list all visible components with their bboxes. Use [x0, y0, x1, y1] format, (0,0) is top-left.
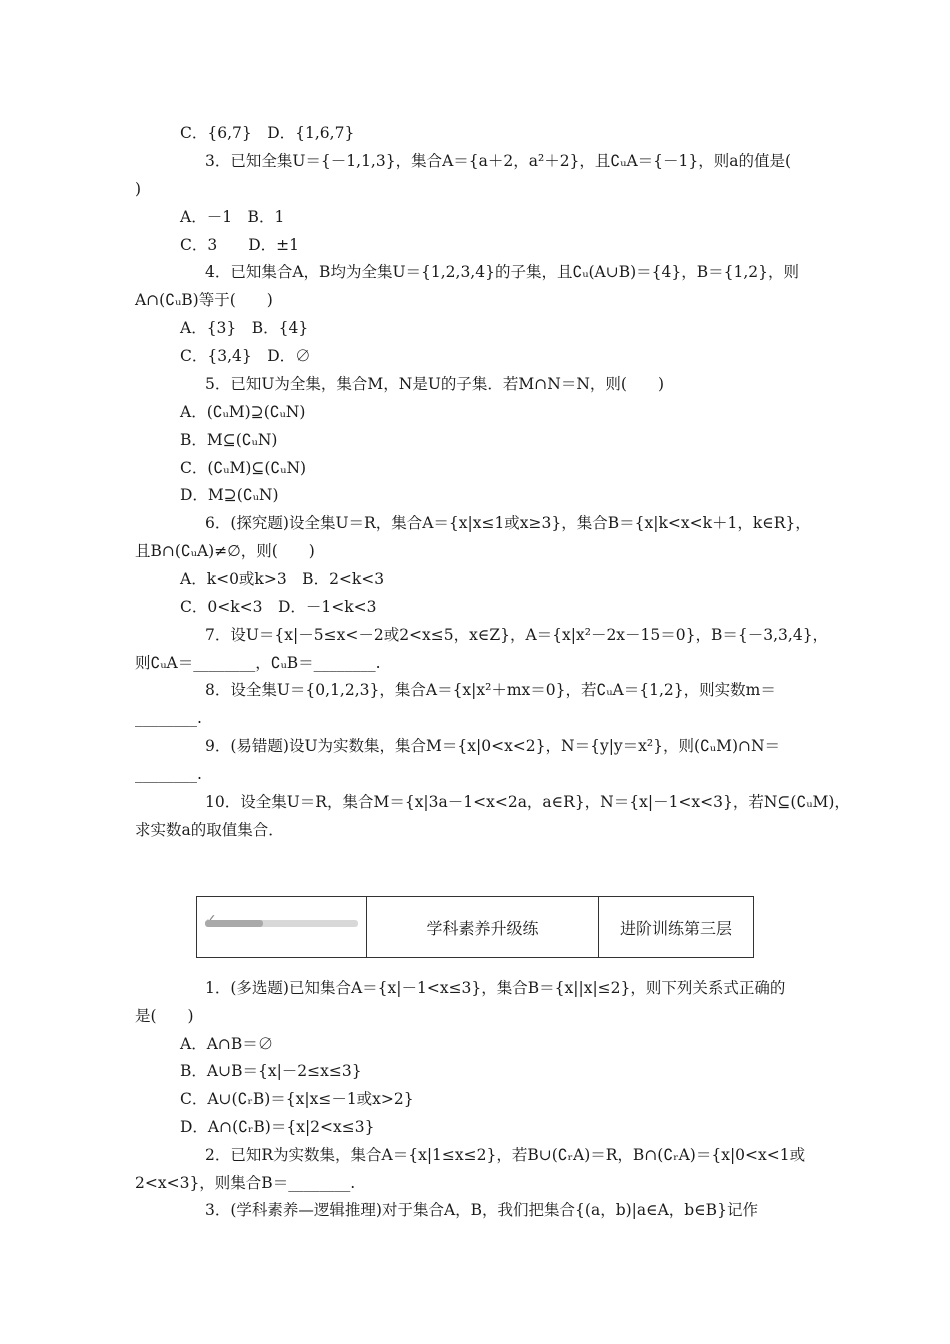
text-line: 6．(探究题)设全集U＝R，集合A＝{x|x≤1或x≥3}，集合B＝{x|k<x<k＋1，k∈R}， — [205, 514, 811, 532]
text-line: B．M⊆(∁ᵤN) — [180, 431, 278, 449]
banner-title: 学科素养升级练 — [367, 897, 599, 957]
text-line: C．3 D．±1 — [180, 236, 299, 254]
text-line: 求实数a的取值集合． — [135, 821, 284, 839]
text-line: 10．设全集U＝R，集合M＝{x|3a－1<x<2a，a∈R}，N＝{x|－1<x<3}，若N⊆(∁ᵤM)， — [205, 793, 850, 811]
text-line: 9．(易错题)设U为实数集，集合M＝{x|0<x<2}，N＝{y|y＝x²}，则(∁ᵤM)∩N＝ — [205, 737, 781, 755]
text-line: A．{3} B．{4} — [180, 319, 309, 337]
section-banner — [196, 896, 754, 958]
text-line: C．A∪(∁ᵣB)＝{x|x≤－1或x>2} — [180, 1090, 414, 1108]
text-line: C．0<k<3 D．－1<k<3 — [180, 598, 377, 616]
progress-fill — [205, 920, 263, 927]
text-line: 5．已知U为全集，集合M，N是U的子集．若M∩N＝N，则( ) — [205, 375, 664, 393]
text-line: ) — [135, 180, 142, 198]
text-line: 3．(学科素养—逻辑推理)对于集合A，B，我们把集合{(a，b)|a∈A，b∈B}记作 — [205, 1201, 758, 1219]
text-line: D．A∩(∁ᵣB)＝{x|2<x≤3} — [180, 1118, 375, 1136]
progress-bar — [205, 920, 358, 927]
text-line: 是( ) — [135, 1007, 194, 1025]
text-line: 3．已知全集U＝{－1,1,3}，集合A＝{a＋2，a²＋2}，且∁ᵤA＝{－1}，则a的值是( — [205, 152, 792, 170]
text-line: 7．设U＝{x|－5≤x<－2或2<x≤5，x∈Z}，A＝{x|x²－2x－15＝0}，B＝{－3,3,4}， — [205, 626, 829, 644]
text-line: A．(∁ᵤM)⊇(∁ᵤN) — [180, 403, 306, 421]
text-line: C．{3,4} D．∅ — [180, 347, 311, 365]
text-line: 且B∩(∁ᵤA)≠∅，则( ) — [135, 542, 315, 560]
text-line: B．A∪B＝{x|－2≤x≤3} — [180, 1062, 362, 1080]
text-line: A∩(∁ᵤB)等于( ) — [135, 291, 273, 309]
text-line: 8．设全集U＝{0,1,2,3}，集合A＝{x|x²＋mx＝0}，若∁ᵤA＝{1,2}，则实数m＝ — [205, 681, 776, 699]
text-line: ________. — [135, 765, 202, 783]
text-line: D．M⊇(∁ᵤN) — [180, 486, 279, 504]
text-line: A．A∩B＝∅ — [180, 1035, 274, 1053]
text-line: C．{6,7} D．{1,6,7} — [180, 124, 355, 142]
text-line: 则∁ᵤA＝________，∁ᵤB＝________. — [135, 654, 381, 672]
banner-level: 进阶训练第三层 — [619, 918, 732, 938]
text-line: 4．已知集合A，B均为全集U＝{1,2,3,4}的子集，且∁ᵤ(A∪B)＝{4}，B＝{1,2}，则 — [205, 263, 800, 281]
text-line: C．(∁ᵤM)⊆(∁ᵤN) — [180, 459, 307, 477]
text-line: A．－1 B．1 — [180, 208, 285, 226]
text-line: 2<x<3}，则集合B＝________. — [135, 1174, 356, 1192]
banner-progress-cell — [197, 897, 367, 957]
text-line: ________. — [135, 709, 202, 727]
text-line: 1．(多选题)已知集合A＝{x|－1<x≤3}，集合B＝{x||x|≤2}，则下列关系式正确的 — [205, 979, 786, 997]
text-line: 2．已知R为实数集，集合A＝{x|1≤x≤2}，若B∪(∁ᵣA)＝R，B∩(∁ᵣA)＝{x|0<x<1或 — [205, 1146, 806, 1164]
text-line: A．k<0或k>3 B．2<k<3 — [180, 570, 385, 588]
